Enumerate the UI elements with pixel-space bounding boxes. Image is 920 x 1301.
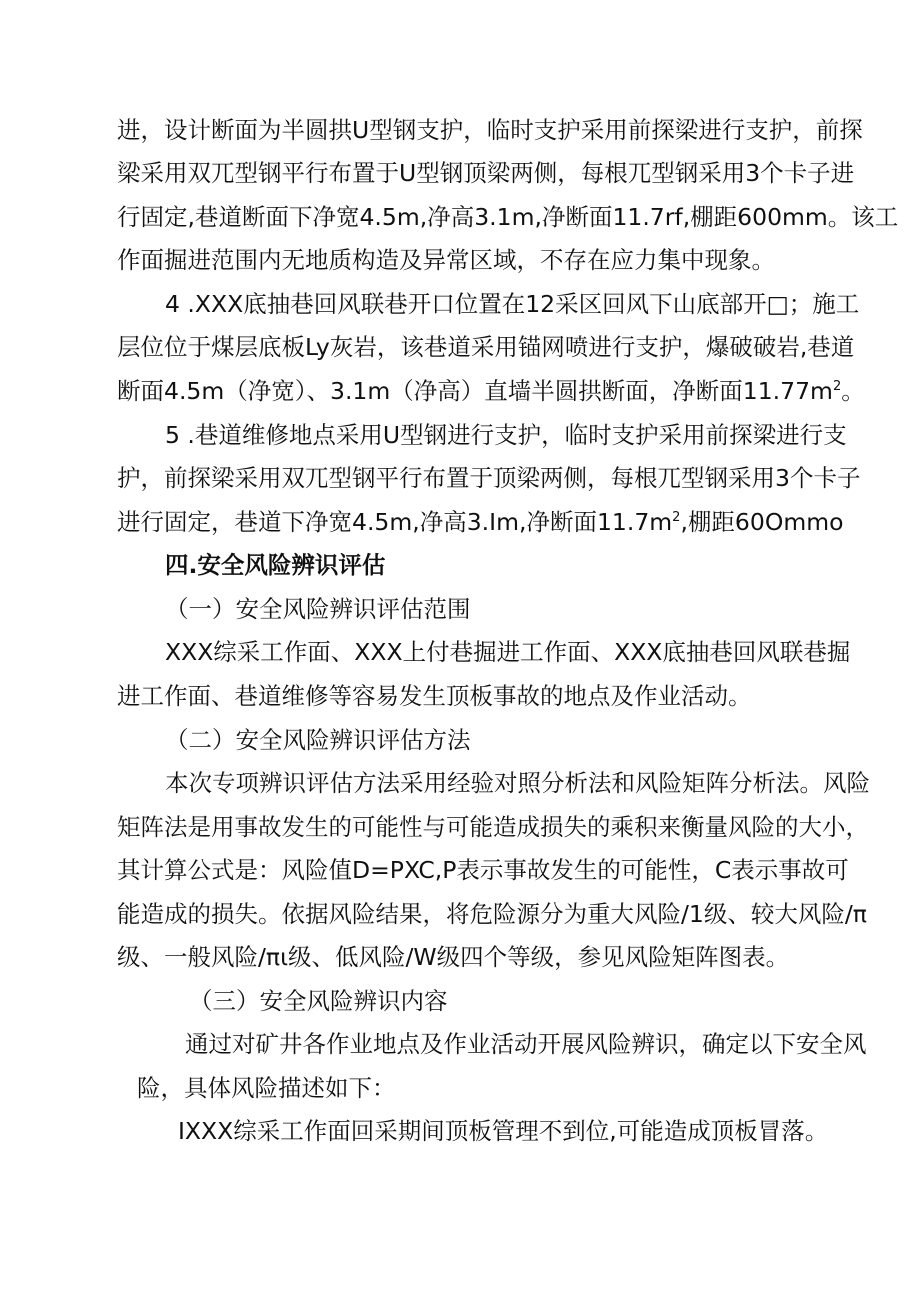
method-line-2: 矩阵法是用事故发生的可能性与可能造成损失的乘积来衡量风险的大小， — [117, 813, 869, 841]
item-5-line-1: 5 .巷道维修地点采用U型钢进行支护，临时支护采用前探梁进行支 — [165, 421, 847, 449]
method-line-3: 其计算公式是：风险值D=PXC,P表示事故发生的可能性，C表示事故可 — [117, 856, 849, 884]
item-5-line-2: 护，前探梁采用双兀型钢平行布置于顶梁两侧，每根兀型钢采用3个卡子 — [117, 464, 861, 492]
method-line-1: 本次专项辨识评估方法采用经验对照分析法和风险矩阵分析法。风险 — [165, 769, 870, 797]
body-line-2: 梁采用双兀型钢平行布置于U型钢顶梁两侧，每根兀型钢采用3个卡子进 — [117, 159, 855, 187]
area-superscript-2: 2 — [672, 510, 681, 525]
item-4-line-1: 4 .XXX底抽巷回风联巷开口位置在12采区回风下山底部开□；施工 — [165, 290, 860, 318]
item-4-line-2: 层位位于煤层底板Ly灰岩，该巷道采用锚网喷进行支护，爆破破岩,巷道 — [117, 333, 855, 361]
body-line-3: 行固定,巷道断面下净宽4.5m,净高3.1m,净断面11.7rf,棚距600mm。该工 — [117, 203, 899, 231]
area-superscript: 2 — [832, 379, 842, 394]
item-4-line-3-text: 断面4.5m（净宽）、3.1m（净高）直墙半圆拱断面，净断面11.77m — [117, 377, 833, 405]
method-line-4: 能造成的损失。依据风险结果，将危险源分为重大风险/1级、较大风险/π — [117, 900, 867, 928]
scope-line-1: XXX综采工作面、XXX上付巷掘进工作面、XXX底抽巷回风联巷掘 — [165, 638, 851, 666]
content-line-1: 通过对矿井各作业地点及作业活动开展风险辨识，确定以下安全风 — [185, 1030, 867, 1058]
body-line-4: 作面掘进范围内无地质构造及异常区域，不存在应力集中现象。 — [117, 246, 775, 274]
subheading-1: （一）安全风险辨识评估范围 — [165, 595, 471, 623]
method-line-5: 级、一般风险/πι级、低风险/W级四个等级，参见风险矩阵图表。 — [117, 943, 790, 971]
content-line-2: 险，具体风险描述如下： — [137, 1074, 396, 1102]
subheading-2: （二）安全风险辨识评估方法 — [165, 726, 471, 754]
item-5-line-3-text: 进行固定，巷道下净宽4.5m,净高3.Im,净断面11.7m — [117, 508, 673, 536]
item-4-line-3-tail: 。 — [841, 377, 865, 405]
body-line-1: 进，设计断面为半圆拱U型钢支护，临时支护采用前探梁进行支护，前探 — [117, 116, 863, 144]
item-5-line-3-tail: ,棚距60Ommo — [680, 508, 844, 536]
content-line-3: IXXX综采工作面回采期间顶板管理不到位,可能造成顶板冒落。 — [178, 1117, 829, 1145]
subheading-3: （三）安全风险辨识内容 — [189, 987, 448, 1015]
scope-line-2: 进工作面、巷道维修等容易发生顶板事故的地点及作业活动。 — [117, 682, 752, 710]
item-5-line-3 — [117, 507, 843, 537]
item-4-line-3 — [117, 376, 865, 406]
section-heading-4: 四.安全风险辨识评估 — [165, 551, 386, 579]
